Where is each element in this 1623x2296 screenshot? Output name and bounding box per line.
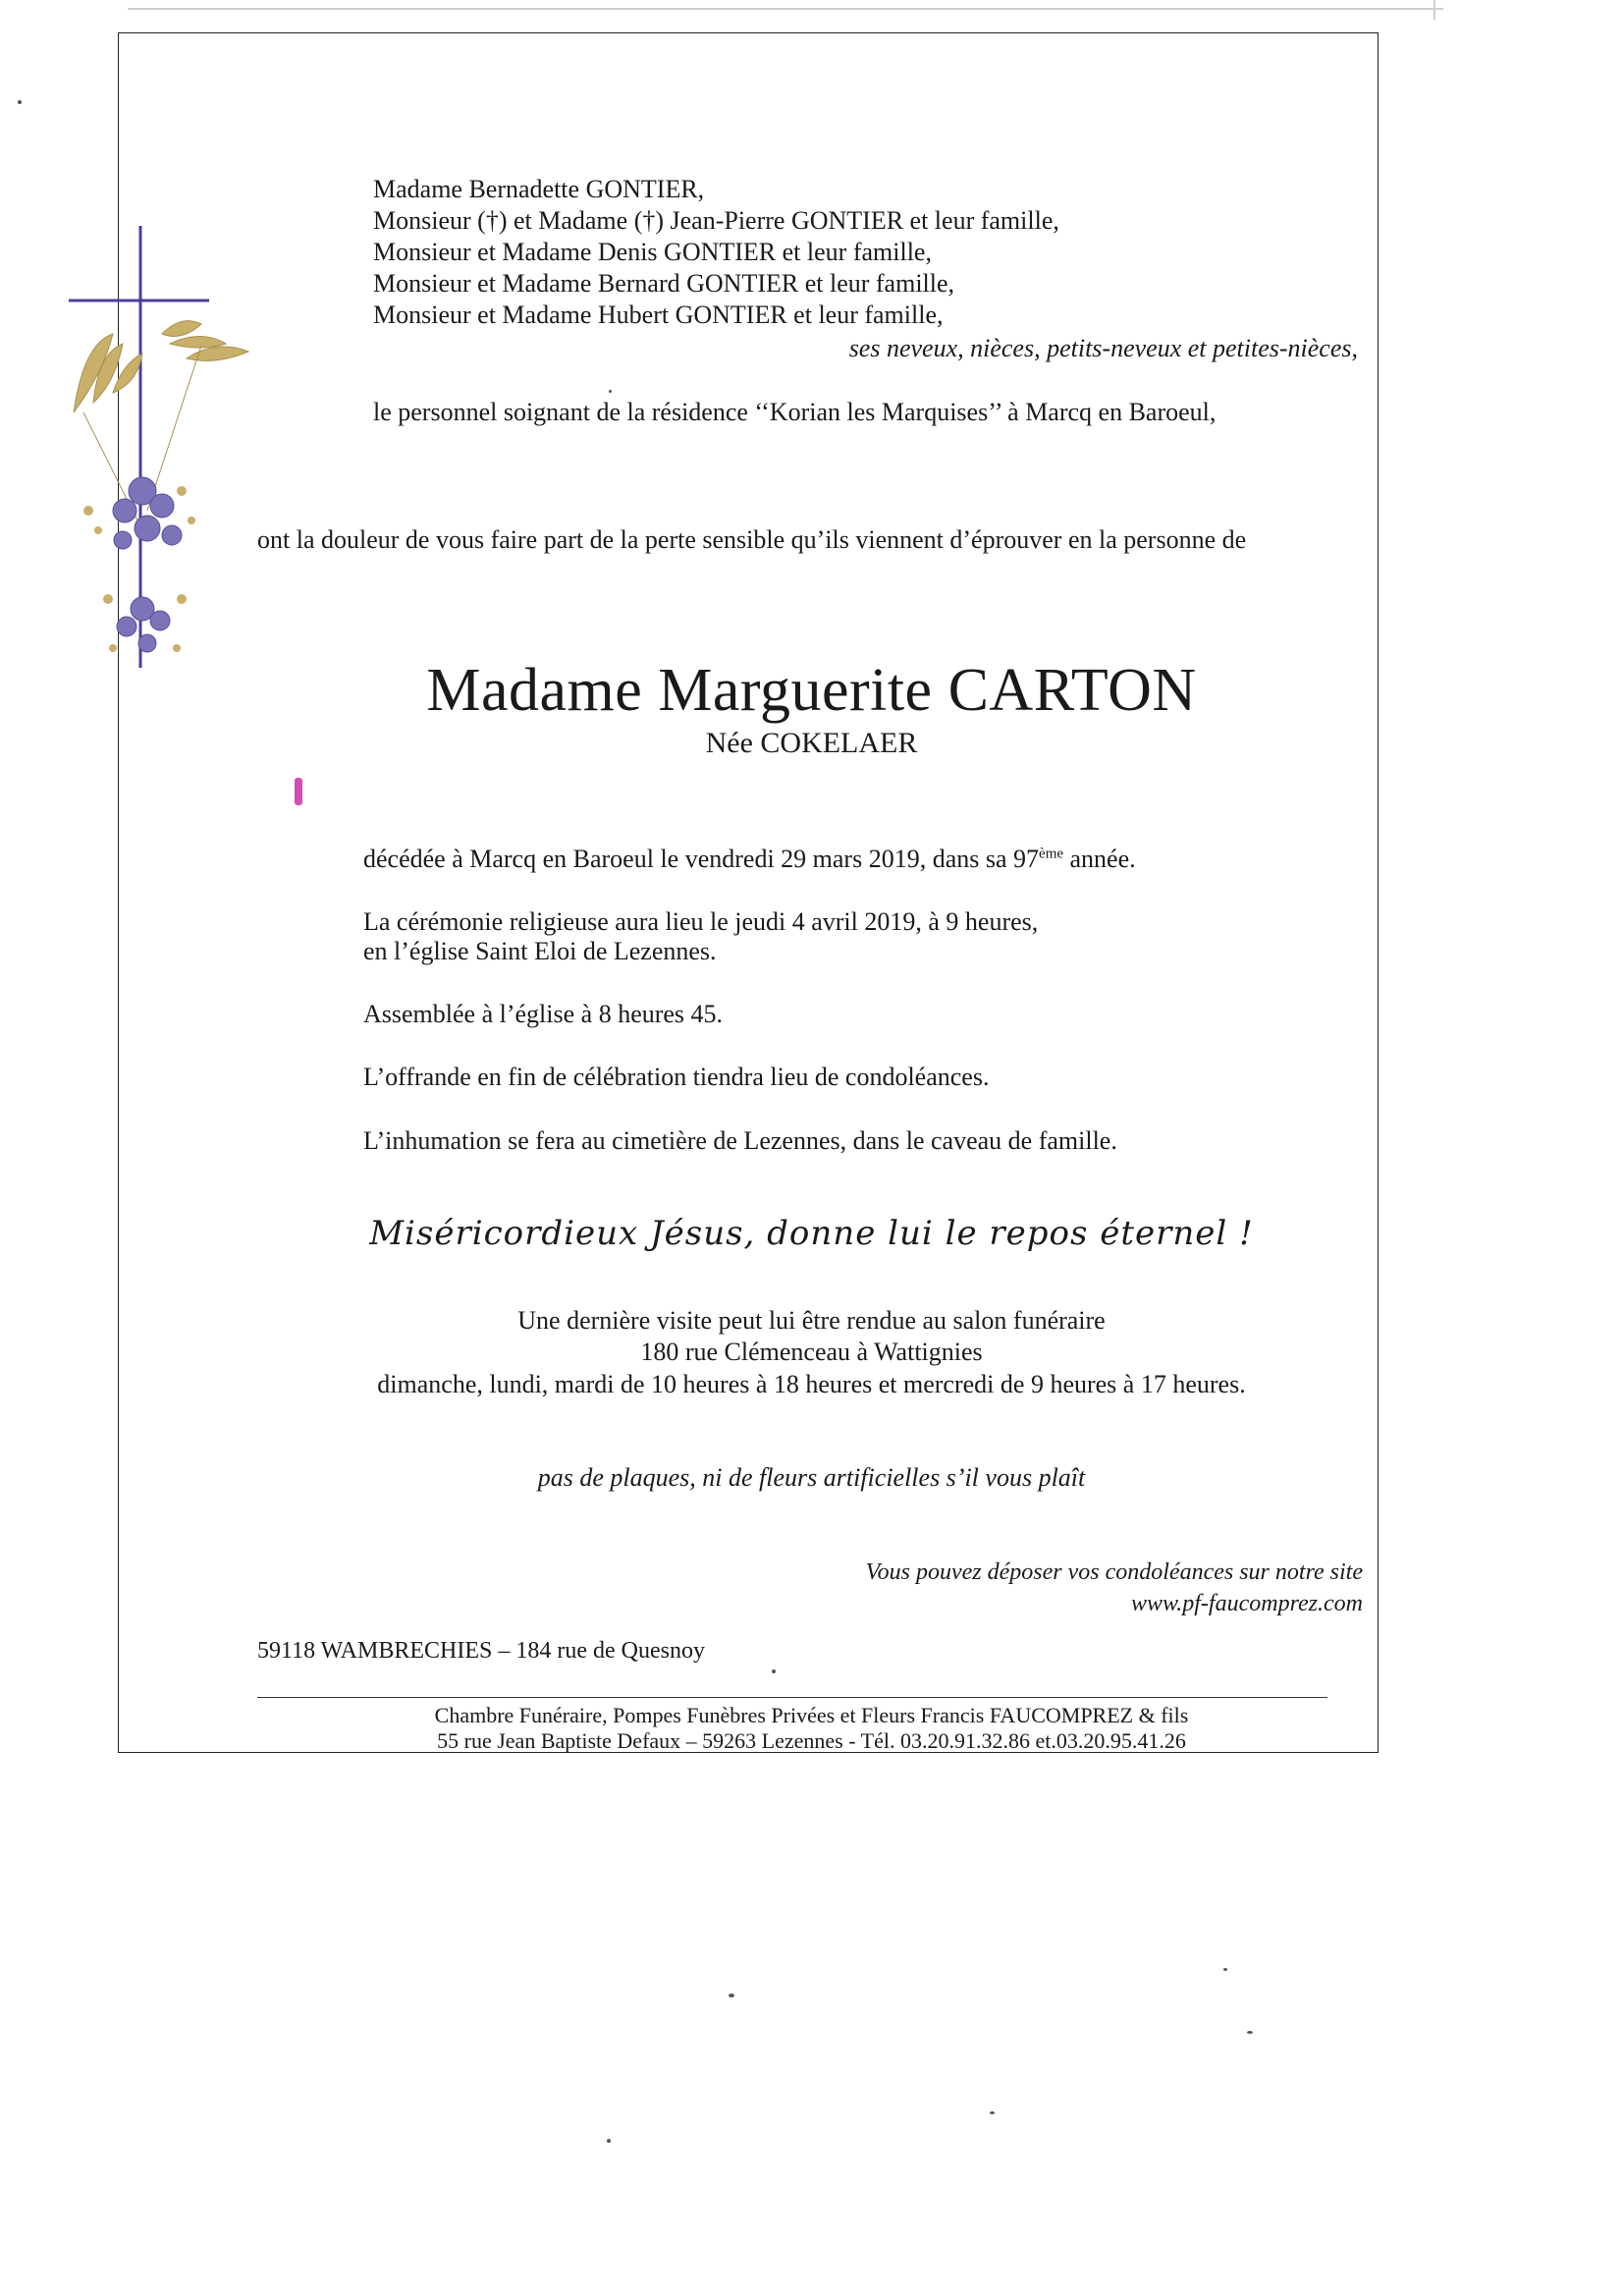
footer-divider (257, 1697, 1327, 1698)
scan-speck (609, 390, 612, 393)
condolences-line: Vous pouvez déposer vos condoléances sur notre site (865, 1559, 1363, 1585)
death-text-end: année. (1063, 845, 1136, 873)
relatives-line: ses neveux, nièces, petits-neveux et petites-nièces, (848, 334, 1358, 362)
announcer-line: Monsieur et Madame Denis GONTIER et leur famille, (373, 238, 932, 266)
footer-company-line: Chambre Funéraire, Pompes Funèbres Privées et Fleurs Francis FAUCOMPREZ & fils (434, 1703, 1189, 1727)
scan-edge-line (1434, 0, 1435, 20)
death-text: décédée à Marcq en Baroeul le vendredi 29 mars 2019, dans sa 97 (363, 845, 1040, 873)
ordinal-suffix: ème (1039, 846, 1064, 862)
announcement-text: ont la douleur de vous faire part de la perte sensible qu’ils viennent d’éprouver en la personne de (257, 525, 1247, 554)
offering-line: L’offrande en fin de célébration tiendra lieu de condoléances. (363, 1063, 990, 1091)
ceremony-place-line: en l’église Saint Eloi de Lezennes. (363, 937, 717, 965)
scan-speck (607, 2139, 611, 2143)
announcer-line: Monsieur et Madame Hubert GONTIER et leur famille, (373, 301, 944, 329)
scan-speck (18, 100, 22, 104)
staff-line: le personnel soignant de la résidence ‘‘Korian les Marquises’’ à Marcq en Baroeul, (373, 398, 1217, 426)
footer-address-line: 55 rue Jean Baptiste Defaux – 59263 Lezennes - Tél. 03.20.91.32.86 et.03.20.95.41.26 (437, 1728, 1186, 1753)
request-line: pas de plaques, ni de fleurs artificielles s’il vous plaît (537, 1463, 1086, 1492)
burial-line: L’inhumation se fera au cimetière de Lezennes, dans le caveau de famille. (363, 1126, 1117, 1155)
branch-address: 59118 WAMBRECHIES – 184 rue de Quesnoy (257, 1638, 705, 1664)
assembly-line: Assemblée à l’église à 8 heures 45. (363, 1000, 724, 1028)
scan-edge-line (128, 8, 1443, 10)
scan-speck (729, 1994, 734, 1997)
announcer-line: Monsieur et Madame Bernard GONTIER et leur famille, (373, 269, 955, 298)
announcer-line: Monsieur (†) et Madame (†) Jean-Pierre GONTIER et leur famille, (373, 206, 1059, 235)
ceremony-line: La cérémonie religieuse aura lieu le jeudi 4 avril 2019, à 9 heures, (363, 907, 1039, 936)
prayer-line: Miséricordieux Jésus, donne lui le repos éternel ! (369, 1214, 1254, 1253)
announcer-line: Madame Bernadette GONTIER, (373, 175, 705, 203)
visit-address-line: 180 rue Clémenceau à Wattignies (640, 1338, 983, 1366)
death-line (363, 845, 1136, 874)
scan-speck (1247, 2031, 1253, 2034)
maiden-name: Née COKELAER (705, 727, 918, 759)
condolences-site: www.pf-faucomprez.com (1131, 1591, 1363, 1616)
scan-speck (990, 2111, 995, 2114)
ink-mark (295, 778, 302, 805)
visit-hours-line: dimanche, lundi, mardi de 10 heures à 18 heures et mercredi de 9 heures à 17 heures. (377, 1370, 1246, 1398)
scan-speck (1223, 1968, 1227, 1971)
visit-line: Une dernière visite peut lui être rendue au salon funéraire (517, 1306, 1106, 1335)
scan-speck (772, 1669, 776, 1673)
deceased-name: Madame Marguerite CARTON (426, 657, 1197, 724)
